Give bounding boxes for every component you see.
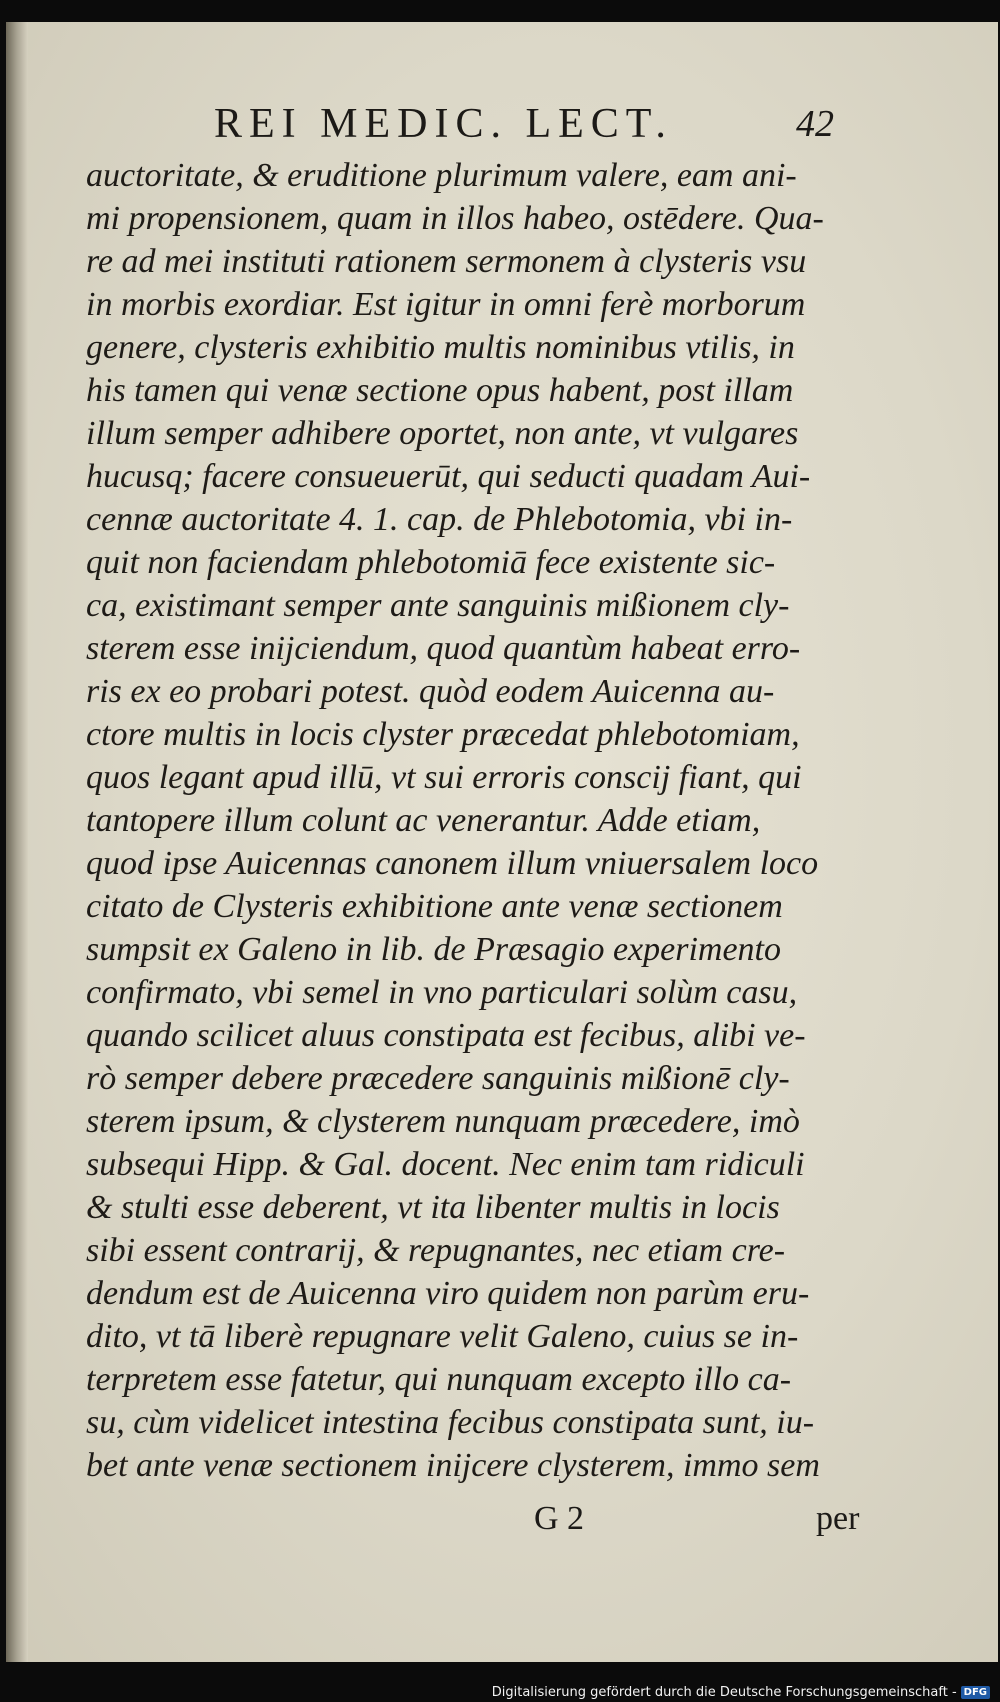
text-line: sibi essent contrarij, & repugnantes, nec etiam cre-	[86, 1232, 786, 1269]
text-line: dito, vt tā liberè repugnare velit Galeno, cuius se in-	[86, 1318, 799, 1355]
text-line: auctoritate, & eruditione plurimum valere, eam ani-	[86, 157, 797, 194]
dfg-logo-icon: DFG	[961, 1686, 990, 1699]
text-line: & stulti esse deberent, vt ita libenter multis in locis	[86, 1189, 780, 1226]
body-text	[86, 154, 886, 1487]
book-page	[6, 22, 998, 1662]
text-line: rò semper debere præcedere sanguinis mißionē cly-	[86, 1060, 790, 1097]
text-line: sterem ipsum, & clysterem nunquam præcedere, imò	[86, 1103, 800, 1140]
text-line: ris ex eo probari potest. quòd eodem Auicenna au-	[86, 673, 775, 710]
text-line: quod ipse Auicennas canonem illum vniuersalem loco	[86, 845, 819, 882]
running-title: REI MEDIC. LECT.	[214, 101, 673, 147]
text-line: in morbis exordiar. Est igitur in omni ferè morborum	[86, 286, 806, 323]
text-line: re ad mei instituti rationem sermonem à clysteris vsu	[86, 243, 807, 280]
catchword: per	[816, 1500, 860, 1537]
text-line: sterem esse inijciendum, quod quantùm habeat erro-	[86, 630, 801, 667]
text-line: dendum est de Auicenna viro quidem non parùm eru-	[86, 1275, 810, 1312]
text-line: hucusq; facere consueuerūt, qui seducti quadam Aui-	[86, 458, 811, 495]
text-line: su, cùm videlicet intestina fecibus constipata sunt, iu-	[86, 1404, 815, 1441]
text-line: quos legant apud illū, vt sui erroris conscij fiant, qui	[86, 759, 802, 796]
text-line: cennæ auctoritate 4. 1. cap. de Phlebotomia, vbi in-	[86, 501, 793, 538]
page-gutter-shadow	[6, 22, 28, 1662]
text-line: confirmato, vbi semel in vno particulari solùm casu,	[86, 974, 798, 1011]
text-line: quit non faciendam phlebotomiā fece existente sic-	[86, 544, 776, 581]
signature-mark: G 2	[534, 1500, 585, 1537]
folio-number: 42	[796, 103, 834, 145]
text-line: his tamen qui venæ sectione opus habent, post illam	[86, 372, 794, 409]
text-line: genere, clysteris exhibitio multis nominibus vtilis, in	[86, 329, 795, 366]
text-line: terpretem esse fatetur, qui nunquam excepto illo ca-	[86, 1361, 792, 1398]
text-line: citato de Clysteris exhibitione ante venæ sectionem	[86, 888, 783, 925]
text-line: ctore multis in locis clyster præcedat phlebotomiam,	[86, 716, 800, 753]
text-line: quando scilicet aluus constipata est fecibus, alibi ve-	[86, 1017, 806, 1054]
text-line: sumpsit ex Galeno in lib. de Præsagio experimento	[86, 931, 782, 968]
text-line: tantopere illum colunt ac venerantur. Adde etiam,	[86, 802, 761, 839]
digitization-credit	[492, 1685, 990, 1700]
text-line: bet ante venæ sectionem inijcere clysterem, immo sem	[86, 1447, 820, 1484]
text-line: subsequi Hipp. & Gal. docent. Nec enim tam ridiculi	[86, 1146, 805, 1183]
text-line: ca, existimant semper ante sanguinis mißionem cly-	[86, 587, 790, 624]
credit-text: Digitalisierung gefördert durch die Deutsche Forschungsgemeinschaft -	[491, 1685, 957, 1700]
text-line: illum semper adhibere oportet, non ante, vt vulgares	[86, 415, 799, 452]
text-line: mi propensionem, quam in illos habeo, ostēdere. Qua-	[86, 200, 824, 237]
